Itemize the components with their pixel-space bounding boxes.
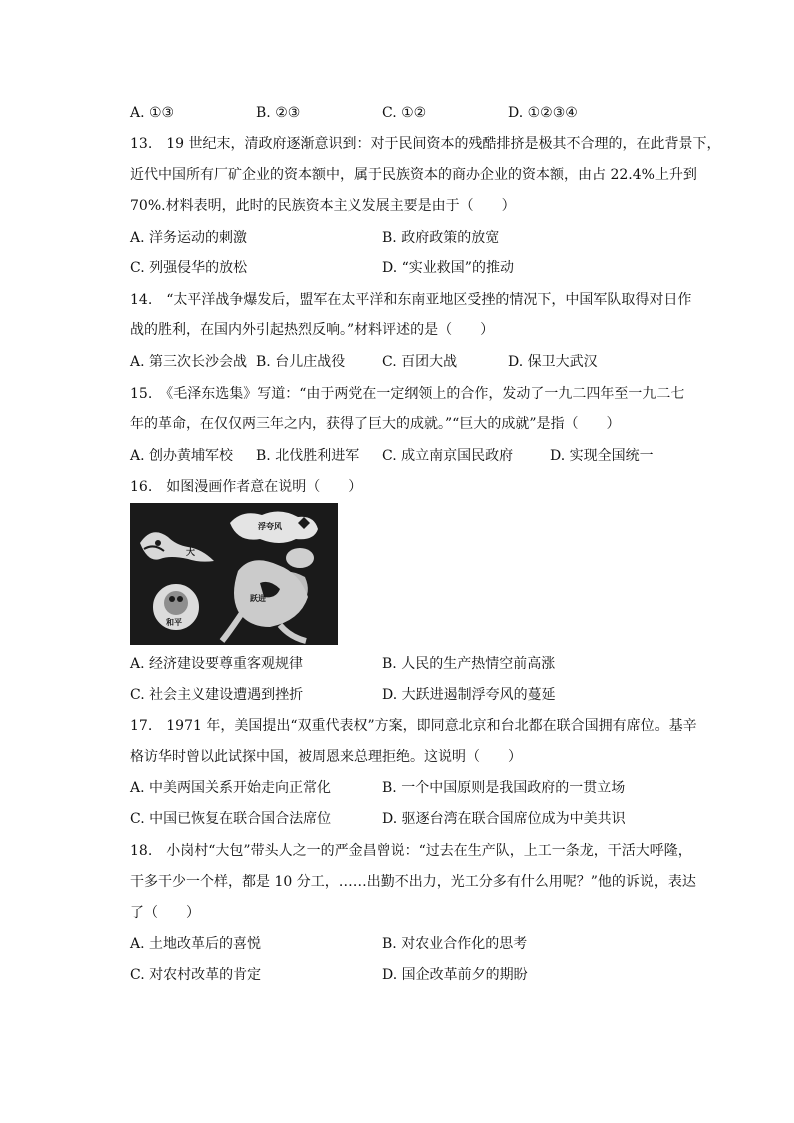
q12-option-c: C. ①② <box>382 105 427 121</box>
q14-option-a: A. 第三次长沙会战 <box>130 354 248 370</box>
q16-option-a: A. 经济建设要尊重客观规律 <box>130 656 304 672</box>
q17-stem-line-2: 格访华时曾以此试探中国，被周恩来总理拒绝。这说明（ ） <box>130 749 522 765</box>
q14-stem-line-2: 战的胜利，在国内外引起热烈反响。”材料评述的是（ ） <box>130 322 495 338</box>
q15-option-b: B. 北伐胜利进军 <box>256 448 360 464</box>
cartoon-label-big: 大 <box>186 548 196 558</box>
q12-option-d: D. ①②③④ <box>508 105 578 121</box>
q14-stem-line-1: 14. “太平洋战争爆发后，盟军在太平洋和东南亚地区受挫的情况下，中国军队取得对日作 <box>130 292 692 308</box>
q13-stem-line-1: 13. 19 世纪末，清政府逐渐意识到：对于民间资本的残酷排挤是极其不合理的，在此背景下， <box>130 136 721 152</box>
q15-option-d: D. 实现全国统一 <box>550 448 654 464</box>
q13-option-c: C. 列强侵华的放松 <box>130 260 248 276</box>
q16-option-b: B. 人民的生产热情空前高涨 <box>382 656 556 672</box>
cartoon-label-leap: 跃进 <box>250 594 266 603</box>
q13-option-b: B. 政府政策的放宽 <box>382 230 500 246</box>
cartoon-label-peace: 和平 <box>166 618 182 627</box>
q16-stem-line-1: 16. 如图漫画作者意在说明（ ） <box>130 479 363 495</box>
q14-option-c: C. 百团大战 <box>382 354 458 370</box>
q13-option-d: D. “实业救国”的推动 <box>382 260 514 276</box>
q16-cartoon-image <box>130 503 338 645</box>
q12-option-b: B. ②③ <box>256 105 301 121</box>
q13-stem-line-3: 70%.材料表明，此时的民族资本主义发展主要是由于（ ） <box>130 198 516 214</box>
q15-option-a: A. 创办黄埔军校 <box>130 448 234 464</box>
q14-option-d: D. 保卫大武汉 <box>508 354 598 370</box>
q18-option-d: D. 国企改革前夕的期盼 <box>382 967 528 983</box>
q17-option-b: B. 一个中国原则是我国政府的一贯立场 <box>382 780 626 796</box>
q18-stem-line-3: 了（ ） <box>130 905 200 921</box>
q15-stem-line-2: 年的革命，在仅仅两三年之内，获得了巨大的成就。”“巨大的成就”是指（ ） <box>130 416 621 432</box>
q14-option-b: B. 台儿庄战役 <box>256 354 346 370</box>
q15-stem-line-1: 15. 《毛泽东选集》写道：“由于两党在一定纲领上的合作，发动了一九二四年至一九二七 <box>130 386 685 402</box>
q17-option-a: A. 中美两国关系开始走向正常化 <box>130 780 332 796</box>
q18-option-b: B. 对农业合作化的思考 <box>382 936 528 952</box>
q13-option-a: A. 洋务运动的刺激 <box>130 230 248 246</box>
q18-stem-line-2: 干多干少一个样，都是 10 分工，……出勤不出力，光工分多有什么用呢？”他的诉说，表达 <box>130 874 696 890</box>
q16-option-d: D. 大跃进遏制浮夸风的蔓延 <box>382 687 556 703</box>
q16-option-c: C. 社会主义建设遭遇到挫折 <box>130 687 304 703</box>
cartoon-label-exaggeration: 浮夸风 <box>258 522 282 531</box>
q15-option-c: C. 成立南京国民政府 <box>382 448 514 464</box>
q18-stem-line-1: 18. 小岗村“大包”带头人之一的严金昌曾说：“过去在生产队，上工一条龙，干活大呼隆， <box>130 843 692 859</box>
cartoon-drawing <box>130 503 338 645</box>
q13-stem-line-2: 近代中国所有厂矿企业的资本额中，属于民族资本的商办企业的资本额，由占 22.4%上升到 <box>130 167 697 183</box>
q12-option-a: A. ①③ <box>130 105 175 121</box>
q18-option-c: C. 对农村改革的肯定 <box>130 967 262 983</box>
q17-option-c: C. 中国已恢复在联合国合法席位 <box>130 811 332 827</box>
q17-stem-line-1: 17. 1971 年，美国提出“双重代表权”方案，即同意北京和台北都在联合国拥有席位。基辛 <box>130 718 697 734</box>
q17-option-d: D. 驱逐台湾在联合国席位成为中美共识 <box>382 811 626 827</box>
q18-option-a: A. 土地改革后的喜悦 <box>130 936 262 952</box>
